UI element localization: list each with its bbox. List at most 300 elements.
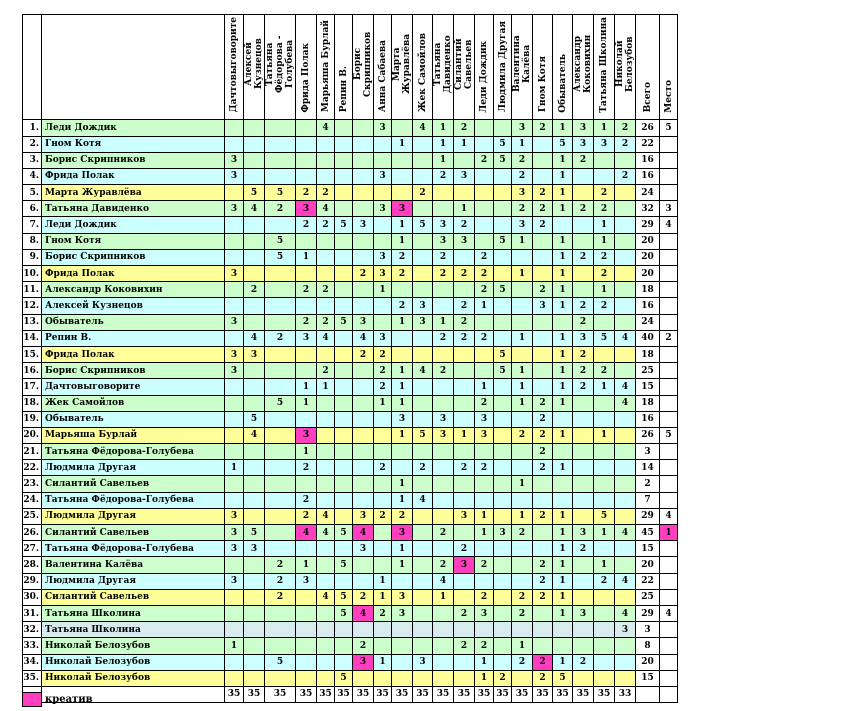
score-cell xyxy=(433,670,454,686)
row-number: 25. xyxy=(23,508,42,524)
row-name: Татьяна Школина xyxy=(42,622,225,638)
score-cell: 3 xyxy=(225,152,244,168)
column-header xyxy=(317,15,335,120)
score-cell: 1 xyxy=(553,460,573,476)
score-cell xyxy=(335,249,353,265)
score-cell: 2 xyxy=(475,557,494,573)
score-cell: 1 xyxy=(594,427,615,443)
score-cell: 3 xyxy=(573,525,594,541)
score-cell: 1 xyxy=(553,605,573,621)
score-cell xyxy=(244,120,265,136)
score-cell: 5 xyxy=(265,233,296,249)
score-cell xyxy=(244,557,265,573)
score-cell xyxy=(353,249,374,265)
score-cell xyxy=(553,638,573,654)
score-cell xyxy=(317,298,335,314)
table-row xyxy=(23,411,678,427)
score-cell: 3 xyxy=(454,168,475,184)
score-cell xyxy=(265,476,296,492)
score-cell xyxy=(475,217,494,233)
score-cell: 1 xyxy=(374,654,392,670)
score-cell xyxy=(225,444,244,460)
score-cell xyxy=(335,298,353,314)
row-total: 29 xyxy=(636,605,660,621)
score-cell xyxy=(594,314,615,330)
footer-count: 35 xyxy=(265,686,296,702)
row-total: 14 xyxy=(636,460,660,476)
score-cell xyxy=(433,654,454,670)
row-number: 3. xyxy=(23,152,42,168)
score-cell xyxy=(317,152,335,168)
score-cell xyxy=(413,589,433,605)
score-cell: 2 xyxy=(475,330,494,346)
score-cell xyxy=(335,492,353,508)
score-cell xyxy=(454,379,475,395)
score-cell xyxy=(392,330,413,346)
score-cell: 4 xyxy=(615,330,636,346)
row-place xyxy=(660,185,678,201)
row-number: 21. xyxy=(23,444,42,460)
table-row xyxy=(23,395,678,411)
score-cell: 5 xyxy=(594,330,615,346)
score-cell xyxy=(353,411,374,427)
score-cell xyxy=(615,654,636,670)
score-cell xyxy=(265,379,296,395)
score-cell: 3 xyxy=(413,298,433,314)
score-cell xyxy=(335,573,353,589)
row-name: Фрида Полак xyxy=(42,266,225,282)
row-place: 3 xyxy=(660,201,678,217)
row-name: Силантий Савельев xyxy=(42,476,225,492)
score-cell: 3 xyxy=(454,508,475,524)
score-cell xyxy=(353,120,374,136)
score-cell: 3 xyxy=(374,168,392,184)
score-cell xyxy=(533,605,553,621)
score-cell: 1 xyxy=(594,379,615,395)
score-cell xyxy=(225,249,244,265)
row-place: 5 xyxy=(660,427,678,443)
score-cell xyxy=(553,411,573,427)
score-cell: 3 xyxy=(374,201,392,217)
score-cell xyxy=(413,233,433,249)
score-cell xyxy=(454,670,475,686)
score-cell xyxy=(573,185,594,201)
score-cell xyxy=(413,379,433,395)
row-total: 15 xyxy=(636,541,660,557)
score-cell xyxy=(494,330,512,346)
column-header xyxy=(392,15,413,120)
score-cell: 1 xyxy=(594,120,615,136)
score-cell: 2 xyxy=(512,201,533,217)
score-cell xyxy=(475,541,494,557)
score-cell xyxy=(244,622,265,638)
score-cell: 2 xyxy=(573,541,594,557)
score-cell xyxy=(413,670,433,686)
score-cell: 3 xyxy=(353,508,374,524)
score-cell xyxy=(296,622,317,638)
score-cell: 3 xyxy=(454,557,475,573)
score-cell xyxy=(244,233,265,249)
score-cell xyxy=(573,411,594,427)
row-total: 45 xyxy=(636,525,660,541)
row-place xyxy=(660,622,678,638)
score-cell: 1 xyxy=(594,525,615,541)
score-cell: 1 xyxy=(454,427,475,443)
column-header-label: Репин В. xyxy=(338,66,349,113)
score-cell xyxy=(317,654,335,670)
score-cell xyxy=(353,460,374,476)
column-header xyxy=(594,15,615,120)
score-cell: 2 xyxy=(296,314,317,330)
column-header-label: Николай Белозубов xyxy=(615,36,635,93)
row-place xyxy=(660,266,678,282)
row-place xyxy=(660,136,678,152)
score-cell: 2 xyxy=(512,168,533,184)
score-cell xyxy=(296,152,317,168)
score-cell xyxy=(225,492,244,508)
score-cell: 2 xyxy=(573,152,594,168)
score-cell xyxy=(374,622,392,638)
footer-count: 35 xyxy=(533,686,553,702)
score-cell: 2 xyxy=(533,444,553,460)
score-cell xyxy=(296,120,317,136)
score-cell xyxy=(296,411,317,427)
score-cell xyxy=(573,670,594,686)
score-cell: 3 xyxy=(512,217,533,233)
score-cell: 5 xyxy=(335,605,353,621)
score-cell xyxy=(296,346,317,362)
score-cell: 4 xyxy=(317,330,335,346)
score-cell xyxy=(615,314,636,330)
score-cell: 2 xyxy=(512,152,533,168)
score-cell xyxy=(374,444,392,460)
score-cell xyxy=(533,541,553,557)
score-cell: 3 xyxy=(225,168,244,184)
score-cell: 2 xyxy=(533,654,553,670)
score-cell: 2 xyxy=(392,266,413,282)
table-row xyxy=(23,201,678,217)
score-cell xyxy=(265,541,296,557)
score-cell: 5 xyxy=(244,525,265,541)
score-cell xyxy=(594,492,615,508)
score-cell: 1 xyxy=(553,233,573,249)
score-cell xyxy=(335,508,353,524)
score-cell: 2 xyxy=(533,670,553,686)
score-cell: 2 xyxy=(454,266,475,282)
score-cell xyxy=(454,622,475,638)
score-cell: 1 xyxy=(553,363,573,379)
score-cell xyxy=(335,201,353,217)
score-cell: 1 xyxy=(512,233,533,249)
score-cell: 2 xyxy=(512,525,533,541)
score-cell xyxy=(533,314,553,330)
score-cell: 2 xyxy=(296,508,317,524)
score-cell: 3 xyxy=(225,201,244,217)
score-cell xyxy=(374,314,392,330)
score-cell xyxy=(413,557,433,573)
score-cell: 5 xyxy=(494,136,512,152)
score-cell: 5 xyxy=(335,525,353,541)
score-cell xyxy=(494,201,512,217)
score-cell xyxy=(335,330,353,346)
score-cell xyxy=(494,249,512,265)
row-total: 16 xyxy=(636,168,660,184)
row-place xyxy=(660,363,678,379)
score-cell xyxy=(533,622,553,638)
row-name: Борис Скрипников xyxy=(42,363,225,379)
column-header xyxy=(296,15,317,120)
row-name: Жек Самойлов xyxy=(42,395,225,411)
row-name: Фрида Полак xyxy=(42,168,225,184)
score-cell: 3 xyxy=(374,330,392,346)
score-cell: 3 xyxy=(392,411,413,427)
score-cell xyxy=(573,282,594,298)
score-cell xyxy=(335,395,353,411)
score-cell xyxy=(454,249,475,265)
score-cell: 3 xyxy=(454,233,475,249)
score-cell: 3 xyxy=(573,605,594,621)
row-number: 14. xyxy=(23,330,42,346)
score-cell: 5 xyxy=(335,314,353,330)
row-total: 32 xyxy=(636,201,660,217)
score-cell xyxy=(594,605,615,621)
score-cell: 3 xyxy=(225,266,244,282)
score-cell: 4 xyxy=(413,492,433,508)
score-cell xyxy=(353,670,374,686)
row-number: 5. xyxy=(23,185,42,201)
score-cell: 1 xyxy=(296,249,317,265)
row-number: 20. xyxy=(23,427,42,443)
row-place: 4 xyxy=(660,217,678,233)
score-cell xyxy=(494,541,512,557)
row-name: Силантий Савельев xyxy=(42,589,225,605)
table-row xyxy=(23,525,678,541)
score-cell xyxy=(374,185,392,201)
score-cell: 3 xyxy=(296,201,317,217)
score-cell: 1 xyxy=(392,557,413,573)
score-cell xyxy=(413,330,433,346)
score-cell xyxy=(353,152,374,168)
score-cell: 3 xyxy=(392,589,413,605)
score-cell: 2 xyxy=(512,427,533,443)
row-number: 28. xyxy=(23,557,42,573)
table-row xyxy=(23,266,678,282)
score-cell: 2 xyxy=(433,168,454,184)
score-cell: 2 xyxy=(454,605,475,621)
score-cell xyxy=(533,266,553,282)
score-cell xyxy=(353,136,374,152)
score-cell: 1 xyxy=(392,492,413,508)
row-total: 24 xyxy=(636,314,660,330)
score-cell: 4 xyxy=(413,363,433,379)
score-cell xyxy=(615,670,636,686)
score-cell xyxy=(317,460,335,476)
row-name: Леди Дождик xyxy=(42,120,225,136)
score-cell xyxy=(353,282,374,298)
score-cell: 2 xyxy=(454,120,475,136)
footer-count: 35 xyxy=(374,686,392,702)
table-row xyxy=(23,638,678,654)
score-cell xyxy=(512,298,533,314)
score-cell: 3 xyxy=(225,573,244,589)
score-cell: 5 xyxy=(244,411,265,427)
score-cell xyxy=(573,508,594,524)
score-cell: 1 xyxy=(553,395,573,411)
score-cell xyxy=(494,476,512,492)
row-place: 1 xyxy=(660,525,678,541)
row-total: 18 xyxy=(636,346,660,362)
column-header xyxy=(433,15,454,120)
table-row xyxy=(23,573,678,589)
score-cell xyxy=(413,266,433,282)
score-cell: 1 xyxy=(433,589,454,605)
score-cell xyxy=(374,136,392,152)
score-cell xyxy=(374,233,392,249)
table-row xyxy=(23,346,678,362)
score-cell: 1 xyxy=(392,314,413,330)
score-cell: 1 xyxy=(512,266,533,282)
score-cell xyxy=(244,217,265,233)
score-cell xyxy=(244,573,265,589)
score-cell xyxy=(615,233,636,249)
score-cell: 3 xyxy=(433,217,454,233)
score-cell xyxy=(265,670,296,686)
score-cell xyxy=(475,444,494,460)
score-cell: 1 xyxy=(374,573,392,589)
row-total: 40 xyxy=(636,330,660,346)
score-cell xyxy=(475,120,494,136)
column-header-label: Леди Дождик xyxy=(479,40,489,113)
score-cell xyxy=(244,670,265,686)
score-cell xyxy=(392,460,413,476)
score-cell xyxy=(615,152,636,168)
score-cell: 5 xyxy=(265,249,296,265)
score-cell: 2 xyxy=(573,363,594,379)
score-cell xyxy=(494,120,512,136)
score-cell: 1 xyxy=(392,379,413,395)
score-cell: 5 xyxy=(335,589,353,605)
score-cell xyxy=(374,152,392,168)
score-cell: 2 xyxy=(512,654,533,670)
score-cell xyxy=(335,346,353,362)
score-cell xyxy=(353,573,374,589)
score-cell: 5 xyxy=(494,363,512,379)
score-cell: 1 xyxy=(553,249,573,265)
score-cell xyxy=(494,168,512,184)
score-cell xyxy=(594,670,615,686)
row-total: 16 xyxy=(636,152,660,168)
score-cell xyxy=(475,136,494,152)
score-cell xyxy=(225,411,244,427)
score-cell: 1 xyxy=(553,282,573,298)
score-cell xyxy=(573,427,594,443)
score-cell: 1 xyxy=(392,363,413,379)
score-cell: 2 xyxy=(317,185,335,201)
score-cell: 2 xyxy=(392,249,413,265)
score-cell xyxy=(225,330,244,346)
score-cell: 2 xyxy=(454,330,475,346)
score-cell xyxy=(454,185,475,201)
score-cell xyxy=(475,314,494,330)
rating-table-wrap xyxy=(22,14,678,703)
column-header xyxy=(533,15,553,120)
score-cell xyxy=(615,492,636,508)
score-cell xyxy=(615,266,636,282)
score-cell: 2 xyxy=(317,314,335,330)
score-cell xyxy=(296,363,317,379)
score-cell: 2 xyxy=(475,249,494,265)
score-cell: 1 xyxy=(553,120,573,136)
row-total: 26 xyxy=(636,120,660,136)
score-cell xyxy=(494,411,512,427)
row-number: 27. xyxy=(23,541,42,557)
score-cell xyxy=(317,444,335,460)
score-cell xyxy=(413,168,433,184)
score-cell xyxy=(594,541,615,557)
score-cell xyxy=(374,217,392,233)
score-cell: 4 xyxy=(353,330,374,346)
row-place xyxy=(660,282,678,298)
score-cell xyxy=(265,152,296,168)
score-cell xyxy=(413,444,433,460)
row-place xyxy=(660,411,678,427)
score-cell: 2 xyxy=(433,557,454,573)
score-cell xyxy=(433,492,454,508)
score-cell: 2 xyxy=(374,605,392,621)
score-cell xyxy=(433,395,454,411)
score-cell: 2 xyxy=(392,508,413,524)
score-cell xyxy=(225,395,244,411)
score-cell xyxy=(413,282,433,298)
score-cell: 1 xyxy=(225,460,244,476)
score-cell: 2 xyxy=(475,589,494,605)
row-number: 35. xyxy=(23,670,42,686)
score-cell xyxy=(353,444,374,460)
score-cell xyxy=(225,605,244,621)
score-cell xyxy=(413,573,433,589)
score-cell: 2 xyxy=(533,282,553,298)
row-number: 1. xyxy=(23,120,42,136)
score-cell: 2 xyxy=(594,249,615,265)
score-cell xyxy=(454,589,475,605)
score-cell xyxy=(533,168,553,184)
column-header xyxy=(265,15,296,120)
score-cell: 5 xyxy=(265,654,296,670)
score-cell: 2 xyxy=(454,460,475,476)
score-cell: 1 xyxy=(512,363,533,379)
score-cell xyxy=(594,152,615,168)
row-total: 25 xyxy=(636,363,660,379)
score-cell xyxy=(265,363,296,379)
score-cell xyxy=(573,476,594,492)
score-cell xyxy=(413,622,433,638)
score-cell xyxy=(335,152,353,168)
score-cell xyxy=(335,185,353,201)
score-cell: 2 xyxy=(594,266,615,282)
table-row xyxy=(23,217,678,233)
score-cell xyxy=(265,168,296,184)
column-header xyxy=(244,15,265,120)
score-cell: 1 xyxy=(594,557,615,573)
score-cell xyxy=(296,298,317,314)
score-cell xyxy=(594,395,615,411)
row-total: 18 xyxy=(636,395,660,411)
score-cell xyxy=(353,557,374,573)
score-cell xyxy=(433,379,454,395)
score-cell xyxy=(392,346,413,362)
row-number: 8. xyxy=(23,233,42,249)
score-cell xyxy=(454,282,475,298)
